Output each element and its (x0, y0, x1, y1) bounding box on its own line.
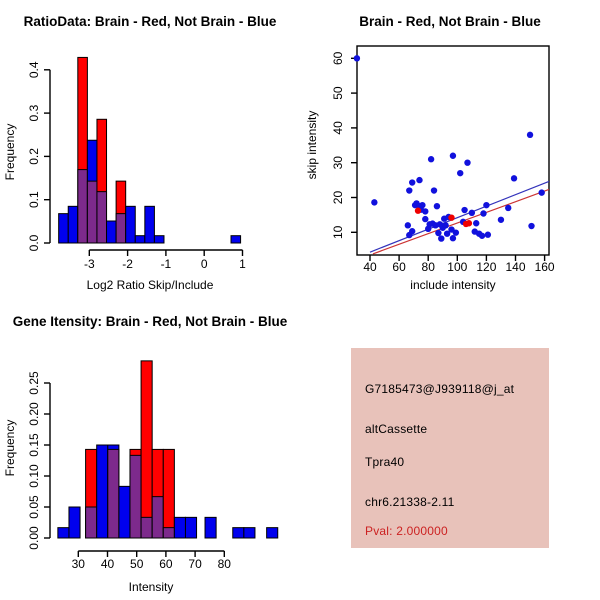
data-point-blue (438, 235, 444, 241)
data-point-red (466, 220, 472, 226)
histogram-bar (205, 517, 216, 538)
x-tick-label: 60 (159, 557, 173, 571)
data-point-red (448, 214, 454, 220)
histogram-bar (233, 528, 244, 538)
gene-info-box (351, 348, 549, 548)
histogram-bar (107, 221, 117, 243)
histogram-bar (145, 206, 155, 243)
x-tick-label: 80 (217, 557, 231, 571)
locus-text: chr6.21338-2.11 (365, 495, 455, 509)
x-tick-label: 30 (71, 557, 85, 571)
histogram-bars (59, 57, 241, 243)
y-tick-label: 0.1 (27, 191, 41, 209)
histogram-bar (135, 236, 145, 243)
histogram-bar (97, 445, 108, 538)
histogram-bar (244, 528, 255, 538)
x-tick-label: -1 (160, 257, 172, 271)
data-point-blue (527, 132, 533, 138)
x-tick-label: -2 (122, 257, 133, 271)
y-axis-label: Frequency (3, 123, 17, 181)
data-point-blue (371, 199, 377, 205)
data-point-blue (469, 210, 475, 216)
histogram-bar (87, 181, 97, 243)
data-point-blue (461, 207, 467, 213)
y-tick-label: 0.15 (27, 433, 41, 457)
histogram-bar (68, 206, 78, 243)
histogram-bar (108, 449, 119, 538)
data-point-blue (457, 170, 463, 176)
histogram-bar (141, 361, 152, 538)
histogram-bar (174, 517, 185, 538)
data-point-blue (505, 205, 511, 211)
data-point-blue (431, 187, 437, 193)
gene-name-text: Tpra40 (365, 455, 405, 469)
data-point-blue (450, 153, 456, 159)
data-point-blue (450, 235, 456, 241)
y-tick-label: 60 (331, 51, 345, 65)
x-tick-label: 40 (100, 557, 115, 571)
data-point-blue (416, 177, 422, 183)
data-point-blue (485, 232, 491, 238)
x-axis-label: Log2 Ratio Skip/Include (86, 278, 214, 292)
histogram-bar (59, 214, 69, 243)
y-axis-label: skip intensity (305, 110, 319, 180)
x-tick-label: 120 (476, 260, 497, 274)
data-point-blue (483, 202, 489, 208)
histogram-bar (126, 206, 136, 243)
data-point-blue (428, 156, 434, 162)
y-tick-label: 10 (331, 225, 345, 239)
histogram-bar (78, 170, 88, 243)
histogram-bar (154, 236, 164, 243)
y-tick-label: 0.05 (27, 495, 41, 519)
y-tick-label: 0.25 (27, 371, 41, 395)
data-point-blue (511, 175, 517, 181)
x-tick-label: 100 (447, 260, 468, 274)
x-axis-label: include intensity (410, 278, 496, 292)
pval-text: Pval: 2.000000 (365, 524, 448, 538)
x-tick-label: 80 (421, 260, 435, 274)
histogram-bar (152, 497, 163, 538)
plot-box (357, 46, 549, 255)
x-tick-label: -3 (83, 257, 95, 271)
chart-title: Brain - Red, Not Brain - Blue (359, 14, 541, 29)
x-tick-label: 50 (130, 557, 144, 571)
histogram-bar (58, 528, 69, 538)
data-point-blue (442, 222, 448, 228)
data-point-blue (538, 189, 544, 195)
fit-line (370, 181, 549, 252)
x-axis-label: Intensity (128, 580, 174, 594)
y-tick-label: 0.10 (27, 464, 41, 488)
x-tick-label: 140 (505, 260, 526, 274)
splice-type-text: altCassette (365, 422, 428, 436)
data-point-blue (473, 220, 479, 226)
data-point-blue (419, 202, 425, 208)
histogram-bar (86, 507, 97, 538)
x-tick-label: 160 (534, 260, 555, 274)
y-tick-label: 0.3 (27, 104, 41, 122)
data-point-blue (422, 208, 428, 214)
data-point-blue (528, 223, 534, 229)
chart-title: RatioData: Brain - Red, Not Brain - Blue (23, 14, 277, 29)
y-tick-label: 0.00 (27, 526, 41, 550)
histogram-bar (130, 455, 141, 538)
histogram-bar (119, 486, 130, 538)
y-tick-label: 0.20 (27, 402, 41, 426)
data-point-red (415, 208, 421, 214)
y-tick-label: 50 (331, 86, 345, 100)
x-tick-label: 40 (363, 260, 377, 274)
data-point-blue (480, 210, 486, 216)
y-tick-label: 0.2 (27, 148, 41, 165)
gene-histogram-panel (0, 300, 300, 600)
histogram-bar (116, 214, 126, 243)
data-point-blue (479, 233, 485, 239)
histogram-bar (141, 517, 152, 538)
intensity-scatter-panel (300, 0, 600, 300)
y-tick-label: 20 (331, 190, 345, 205)
probe-id-text: G7185473@J939118@j_at (365, 382, 515, 396)
blue-points (354, 55, 545, 242)
histogram-bar (231, 236, 241, 243)
histogram-bars (58, 361, 278, 538)
y-tick-label: 40 (331, 121, 345, 135)
data-point-blue (453, 229, 459, 235)
data-point-blue (409, 228, 415, 234)
histogram-bar (267, 528, 278, 538)
data-point-blue (406, 187, 412, 193)
y-tick-label: 30 (331, 156, 345, 170)
histogram-bar (185, 517, 196, 538)
y-axis-label: Frequency (3, 419, 17, 477)
data-point-blue (354, 55, 360, 61)
x-tick-label: 60 (392, 260, 406, 274)
data-point-blue (464, 160, 470, 166)
x-tick-label: 70 (188, 557, 202, 571)
chart-title: Gene Itensity: Brain - Red, Not Brain - Blue (12, 314, 288, 329)
histogram-bar (163, 449, 174, 538)
data-point-blue (422, 216, 428, 222)
x-tick-label: 1 (239, 257, 246, 271)
y-tick-label: 0.4 (27, 61, 41, 79)
data-point-blue (409, 179, 415, 185)
histogram-bar (97, 192, 107, 243)
x-tick-label: 0 (200, 257, 208, 271)
ratio-histogram-panel (0, 0, 300, 300)
y-tick-label: 0.0 (27, 234, 41, 252)
histogram-bar (163, 528, 174, 538)
data-point-blue (435, 230, 441, 236)
data-point-blue (498, 217, 504, 223)
data-point-blue (434, 203, 440, 209)
histogram-bar (69, 507, 80, 538)
data-point-blue (405, 222, 411, 228)
